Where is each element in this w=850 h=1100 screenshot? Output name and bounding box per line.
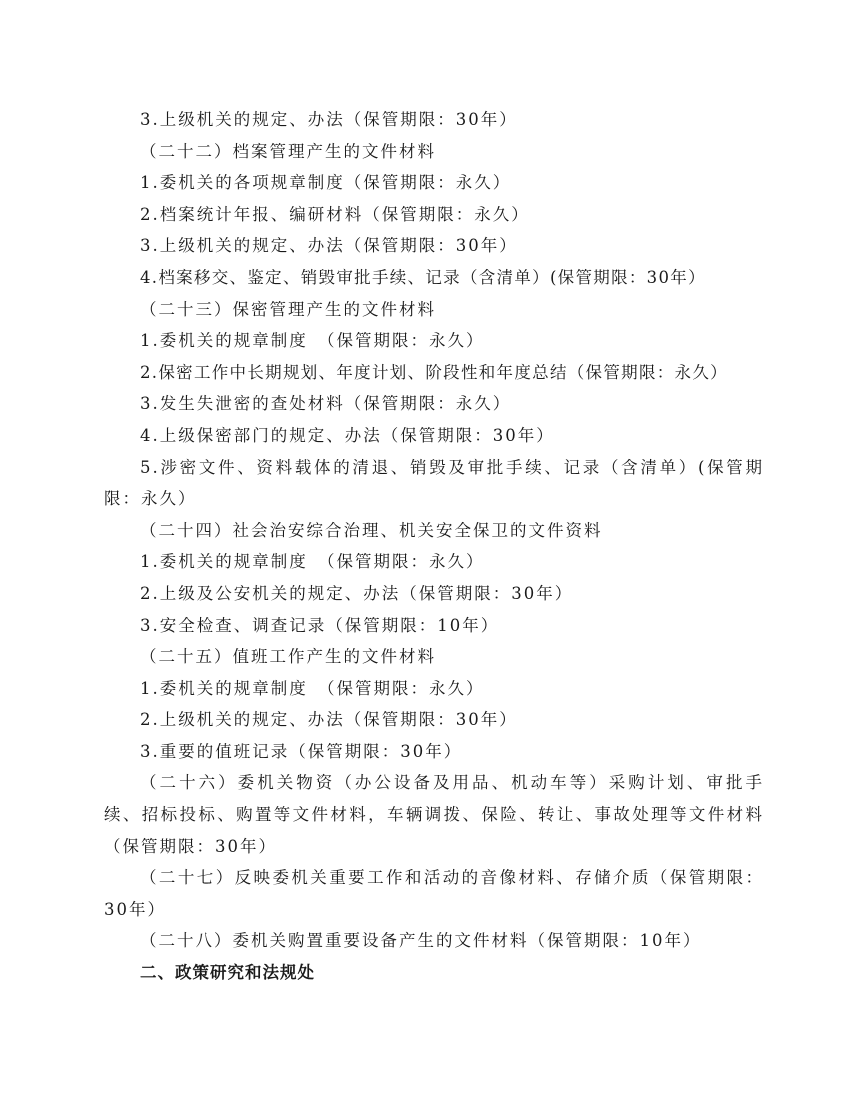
- document-body: [104, 104, 764, 989]
- list-item: 3.上级机关的规定、办法（保管期限：30年）: [140, 110, 518, 129]
- list-item: 1.委机关的规章制度 （保管期限：永久）: [140, 331, 485, 351]
- list-item: 2.上级机关的规定、办法（保管期限：30年）: [140, 710, 518, 730]
- list-item: 2.上级及公安机关的规定、办法（保管期限：30年）: [140, 583, 574, 603]
- list-item: 5.涉密文件、资料载体的清退、销毁及审批手续、记录（含清单）(保管期限：永久）: [104, 457, 764, 509]
- list-item: 4.上级保密部门的规定、办法（保管期限：30年）: [140, 425, 555, 445]
- section-paragraph: （二十八）委机关购置重要设备产生的文件材料（保管期限：10年）: [140, 931, 702, 951]
- list-item: 3.发生失泄密的查处材料（保管期限：永久）: [140, 394, 512, 414]
- list-item: 1.委机关的各项规章制度（保管期限：永久）: [140, 173, 512, 193]
- list-item: 3.重要的值班记录（保管期限：30年）: [140, 741, 463, 761]
- list-item: 4.档案移交、鉴定、销毁审批手续、记录（含清单）(保管期限：30年）: [140, 267, 706, 287]
- section-heading: （二十五）值班工作产生的文件材料: [140, 647, 436, 667]
- list-item: 2.档案统计年报、编研材料（保管期限：永久）: [140, 204, 530, 224]
- list-item: 1.委机关的规章制度 （保管期限：永久）: [140, 552, 485, 572]
- section-heading: （二十三）保密管理产生的文件材料: [140, 299, 436, 319]
- list-item: 1.委机关的规章制度 （保管期限：永久）: [140, 678, 485, 698]
- section-heading: （二十四）社会治安综合治理、机关安全保卫的文件资料: [140, 520, 603, 540]
- section-paragraph: （二十七）反映委机关重要工作和活动的音像材料、存储介质（保管期限：30年）: [104, 868, 764, 919]
- section-paragraph: （二十六）委机关物资（办公设备及用品、机动车等）采购计划、审批手续、招标投标、购置等文件材料，车辆调拨、保险、转让、事故处理等文件材料（保管期限：30年）: [104, 773, 764, 856]
- list-item: 3.安全检查、调查记录（保管期限：10年）: [140, 615, 500, 635]
- section-heading: （二十二）档案管理产生的文件材料: [140, 141, 436, 161]
- chapter-heading: 二、政策研究和法规处: [140, 963, 315, 983]
- list-item: 2.保密工作中长期规划、年度计划、阶段性和年度总结（保管期限：永久）: [140, 362, 728, 382]
- list-item: 3.上级机关的规定、办法（保管期限：30年）: [140, 236, 518, 256]
